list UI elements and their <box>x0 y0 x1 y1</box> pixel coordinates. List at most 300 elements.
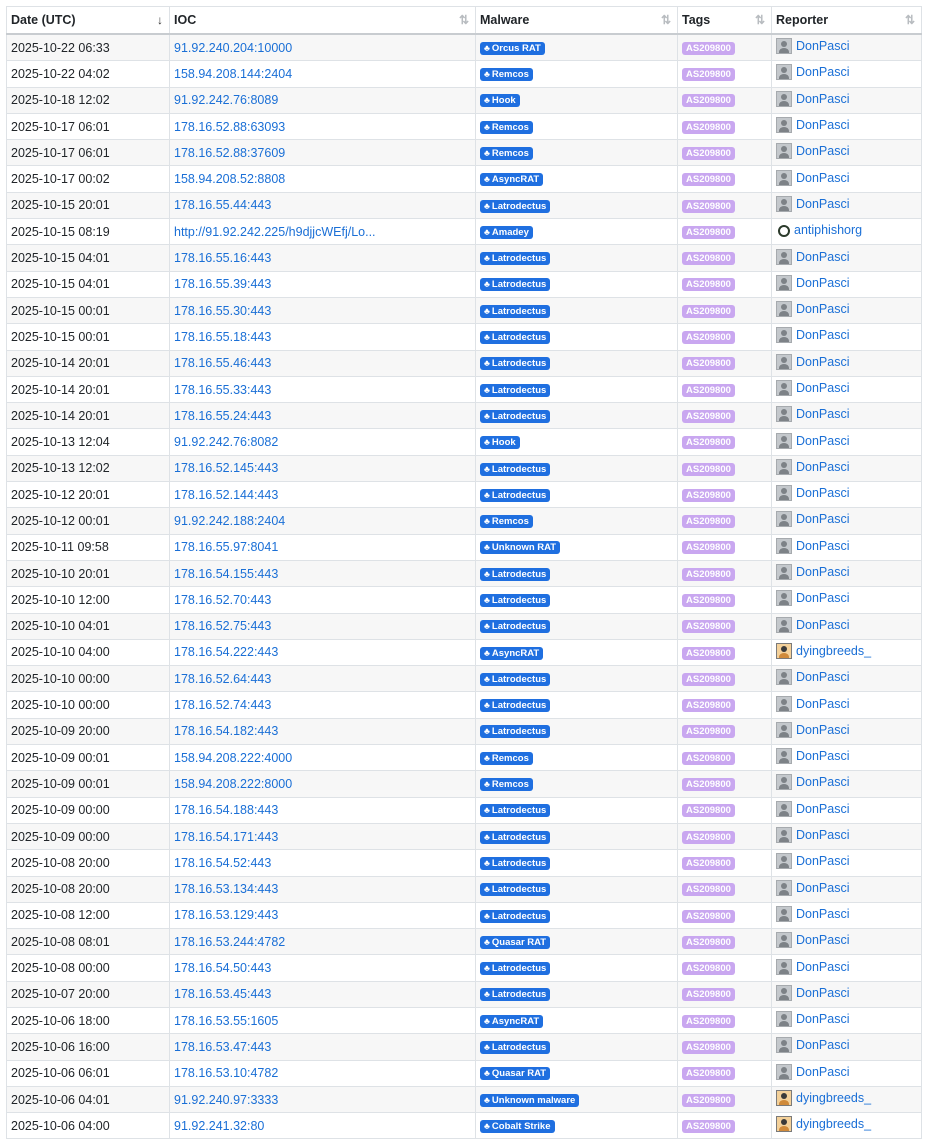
malware-badge[interactable] <box>480 436 520 449</box>
malware-badge[interactable] <box>480 42 545 55</box>
ioc-link[interactable]: 178.16.55.16:443 <box>174 251 272 266</box>
malware-badge[interactable] <box>480 647 543 660</box>
ioc-link[interactable]: 178.16.52.88:37609 <box>174 145 286 160</box>
tag-badge[interactable]: AS209800 <box>682 94 735 107</box>
malware-badge[interactable] <box>480 857 550 870</box>
table-row[interactable] <box>7 902 922 928</box>
ioc-link[interactable]: 178.16.55.97:8041 <box>174 540 279 555</box>
date-text: 2025-10-06 04:01 <box>11 1092 110 1107</box>
tag-badge[interactable]: AS209800 <box>682 962 735 975</box>
reporter-cell <box>772 1007 922 1033</box>
ioc-cell <box>170 245 476 271</box>
malware-badge[interactable] <box>480 147 533 160</box>
reporter-link[interactable]: DonPasci <box>796 118 850 133</box>
ioc-link[interactable]: 178.16.53.244:4782 <box>174 934 286 949</box>
reporter-cell <box>772 797 922 823</box>
ioc-link[interactable]: 178.16.53.55:1605 <box>174 1013 279 1028</box>
table-row[interactable] <box>7 219 922 245</box>
ioc-link[interactable]: 91.92.242.76:8082 <box>174 435 279 450</box>
table-row[interactable] <box>7 718 922 744</box>
tag-badge[interactable]: AS209800 <box>682 594 735 607</box>
malware-badge-label: Remcos <box>491 752 529 764</box>
tag-badge[interactable]: AS209800 <box>682 252 735 265</box>
table-row[interactable] <box>7 350 922 376</box>
tag-badge[interactable]: AS209800 <box>682 699 735 712</box>
reporter-link[interactable]: DonPasci <box>796 249 850 264</box>
tag-badge[interactable]: AS209800 <box>682 515 735 528</box>
reporter-link[interactable]: DonPasci <box>796 565 850 580</box>
malware-badge[interactable] <box>480 699 550 712</box>
tag-badge[interactable]: AS209800 <box>682 910 735 923</box>
tag-badge[interactable]: AS209800 <box>682 305 735 318</box>
table-row[interactable] <box>7 771 922 797</box>
malware-badge[interactable] <box>480 673 550 686</box>
ioc-link[interactable]: 178.16.55.30:443 <box>174 303 272 318</box>
malware-cell <box>476 850 678 876</box>
malware-badge-label: Latrodectus <box>491 332 547 344</box>
malware-badge-label: Latrodectus <box>491 279 547 291</box>
tag-badge[interactable]: AS209800 <box>682 357 735 370</box>
ioc-cell <box>170 34 476 61</box>
reporter-cell <box>772 850 922 876</box>
tag-badge[interactable]: AS209800 <box>682 410 735 423</box>
reporter-link[interactable]: DonPasci <box>796 407 850 422</box>
malware-badge[interactable] <box>480 725 550 738</box>
table-row[interactable] <box>7 534 922 560</box>
sort-up-down-icon[interactable]: ⇅ <box>660 13 671 27</box>
table-row[interactable] <box>7 692 922 718</box>
reporter-link[interactable]: DonPasci <box>796 854 850 869</box>
avatar-icon <box>776 880 792 896</box>
table-row[interactable] <box>7 324 922 350</box>
malware-badge[interactable] <box>480 121 533 134</box>
malware-badge[interactable] <box>480 620 550 633</box>
table-row[interactable] <box>7 376 922 402</box>
ioc-link[interactable]: 178.16.55.39:443 <box>174 277 272 292</box>
reporter-link[interactable]: DonPasci <box>796 538 850 553</box>
table-row[interactable] <box>7 113 922 139</box>
date-text: 2025-10-10 00:00 <box>11 671 110 686</box>
reporter-link[interactable]: DonPasci <box>796 433 850 448</box>
avatar-icon <box>776 538 792 554</box>
table-row[interactable] <box>7 192 922 218</box>
ioc-link[interactable]: 178.16.54.222:443 <box>174 645 279 660</box>
date-cell <box>7 902 170 928</box>
malware-badge-label: Latrodectus <box>491 726 547 738</box>
tag-badge[interactable]: AS209800 <box>682 936 735 949</box>
ioc-link[interactable]: 178.16.55.33:443 <box>174 382 272 397</box>
tag-badge[interactable]: AS209800 <box>682 1015 735 1028</box>
ioc-link[interactable]: 91.92.242.188:2404 <box>174 513 286 528</box>
ioc-link[interactable]: 178.16.54.182:443 <box>174 724 279 739</box>
tag-badge[interactable]: AS209800 <box>682 988 735 1001</box>
tag-badge[interactable]: AS209800 <box>682 200 735 213</box>
table-row[interactable] <box>7 560 922 586</box>
tag-badge[interactable]: AS209800 <box>682 489 735 502</box>
ioc-link[interactable]: 178.16.54.155:443 <box>174 566 279 581</box>
sort-up-down-icon[interactable]: ⇅ <box>754 13 765 27</box>
tag-badge[interactable]: AS209800 <box>682 725 735 738</box>
reporter-link[interactable]: DonPasci <box>796 328 850 343</box>
column-header-label: Date (UTC) <box>11 13 76 27</box>
date-text: 2025-10-06 18:00 <box>11 1013 110 1028</box>
tag-badge[interactable]: AS209800 <box>682 541 735 554</box>
malware-badge[interactable] <box>480 831 550 844</box>
date-text: 2025-10-14 20:01 <box>11 408 110 423</box>
bug-icon: ♣ <box>484 936 490 947</box>
reporter-link[interactable]: DonPasci <box>796 775 850 790</box>
malware-badge[interactable] <box>480 278 550 291</box>
date-text: 2025-10-18 12:02 <box>11 93 110 108</box>
column-header-reporter[interactable] <box>772 7 922 35</box>
tag-badge[interactable]: AS209800 <box>682 147 735 160</box>
ioc-link[interactable]: 178.16.53.134:443 <box>174 882 279 897</box>
malware-cell <box>476 955 678 981</box>
reporter-link[interactable]: DonPasci <box>796 91 850 106</box>
tag-badge[interactable]: AS209800 <box>682 1041 735 1054</box>
date-cell <box>7 823 170 849</box>
tags-cell <box>678 113 772 139</box>
tag-badge[interactable]: AS209800 <box>682 778 735 791</box>
table-row[interactable] <box>7 429 922 455</box>
malware-badge[interactable] <box>480 910 550 923</box>
ioc-link[interactable]: 178.16.52.88:63093 <box>174 119 286 134</box>
ioc-cell <box>170 166 476 192</box>
ioc-link[interactable]: 91.92.242.76:8089 <box>174 93 279 108</box>
malware-badge[interactable] <box>480 357 550 370</box>
reporter-link[interactable]: dyingbreeds_ <box>796 1091 872 1106</box>
tags-cell <box>678 140 772 166</box>
sort-down-arrow-icon[interactable]: ↓ <box>157 13 163 27</box>
bug-icon: ♣ <box>484 200 490 211</box>
table-row[interactable] <box>7 1113 922 1139</box>
tag-badge[interactable]: AS209800 <box>682 42 735 55</box>
malware-cell <box>476 534 678 560</box>
malware-badge-label: Latrodectus <box>491 200 547 212</box>
malware-cell <box>476 271 678 297</box>
malware-cell <box>476 1034 678 1060</box>
reporter-link[interactable]: DonPasci <box>796 381 850 395</box>
reporter-link[interactable]: DonPasci <box>796 959 850 974</box>
date-text: 2025-10-15 00:01 <box>11 303 110 318</box>
table-row[interactable] <box>7 34 922 61</box>
ioc-cell <box>170 955 476 981</box>
table-row[interactable] <box>7 666 922 692</box>
reporter-link[interactable]: DonPasci <box>796 170 850 185</box>
ioc-link[interactable]: 178.16.55.18:443 <box>174 329 272 344</box>
tags-cell <box>678 534 772 560</box>
table-row[interactable] <box>7 1007 922 1033</box>
malware-badge[interactable] <box>480 252 550 265</box>
reporter-link[interactable]: DonPasci <box>796 591 850 606</box>
malware-badge[interactable] <box>480 226 533 239</box>
date-cell <box>7 666 170 692</box>
ioc-link[interactable]: 178.16.53.10:4782 <box>174 1066 279 1081</box>
table-row[interactable] <box>7 482 922 508</box>
malware-badge[interactable] <box>480 936 550 949</box>
malware-badge[interactable] <box>480 305 550 318</box>
tag-badge[interactable]: AS209800 <box>682 673 735 686</box>
table-row[interactable] <box>7 981 922 1007</box>
tag-badge[interactable]: AS209800 <box>682 121 735 134</box>
date-cell <box>7 297 170 323</box>
ioc-link[interactable]: 178.16.54.188:443 <box>174 803 279 818</box>
ioc-link[interactable]: 158.94.208.222:4000 <box>174 750 293 765</box>
bug-icon: ♣ <box>484 463 490 474</box>
tag-badge[interactable]: AS209800 <box>682 331 735 344</box>
reporter-link[interactable]: DonPasci <box>796 144 850 159</box>
malware-badge[interactable] <box>480 962 550 975</box>
malware-badge[interactable] <box>480 752 533 765</box>
date-text: 2025-10-09 00:00 <box>11 829 110 844</box>
bug-icon: ♣ <box>484 647 490 658</box>
avatar-icon <box>776 669 792 685</box>
date-cell <box>7 429 170 455</box>
reporter-link[interactable]: DonPasci <box>796 39 850 54</box>
avatar-icon <box>776 117 792 133</box>
malware-badge-label: Latrodectus <box>491 910 547 922</box>
table-body <box>7 34 922 1139</box>
malware-cell <box>476 61 678 87</box>
malware-badge[interactable] <box>480 1120 555 1133</box>
ioc-link[interactable]: 178.16.52.145:443 <box>174 461 279 476</box>
ioc-link[interactable]: 178.16.55.24:443 <box>174 408 272 423</box>
tag-badge[interactable]: AS209800 <box>682 857 735 870</box>
reporter-link[interactable]: DonPasci <box>796 722 850 737</box>
tag-badge[interactable]: AS209800 <box>682 804 735 817</box>
reporter-cell <box>772 692 922 718</box>
tags-cell <box>678 1086 772 1112</box>
malware-badge[interactable] <box>480 489 550 502</box>
tag-badge[interactable]: AS209800 <box>682 620 735 633</box>
malware-badge[interactable] <box>480 541 560 554</box>
malware-badge[interactable] <box>480 68 533 81</box>
reporter-link[interactable]: DonPasci <box>796 1064 850 1079</box>
ioc-link[interactable]: 178.16.52.70:443 <box>174 592 272 607</box>
table-row[interactable] <box>7 455 922 481</box>
malware-cell <box>476 297 678 323</box>
ioc-link[interactable]: 178.16.54.50:443 <box>174 961 272 976</box>
ioc-link[interactable]: 178.16.55.44:443 <box>174 198 272 213</box>
reporter-link[interactable]: DonPasci <box>796 196 850 211</box>
reporter-link[interactable]: DonPasci <box>796 65 850 80</box>
malware-badge[interactable] <box>480 778 533 791</box>
malware-badge[interactable] <box>480 1094 579 1107</box>
reporter-link[interactable]: DonPasci <box>796 801 850 816</box>
malware-badge[interactable] <box>480 594 550 607</box>
table-row[interactable] <box>7 245 922 271</box>
table-row[interactable] <box>7 508 922 534</box>
table-row[interactable] <box>7 166 922 192</box>
reporter-link[interactable]: DonPasci <box>796 1038 850 1053</box>
ioc-link[interactable]: 91.92.241.32:80 <box>174 1118 265 1133</box>
tag-badge[interactable]: AS209800 <box>682 1094 735 1107</box>
malware-badge-label: Latrodectus <box>491 989 547 1001</box>
reporter-link[interactable]: DonPasci <box>796 459 850 474</box>
malware-badge-label: Orcus RAT <box>491 42 541 54</box>
table-row[interactable] <box>7 587 922 613</box>
tags-cell <box>678 166 772 192</box>
table-row[interactable] <box>7 140 922 166</box>
table-row[interactable] <box>7 850 922 876</box>
malware-badge[interactable] <box>480 988 550 1001</box>
reporter-link[interactable]: DonPasci <box>796 670 850 685</box>
ioc-link[interactable]: 91.92.240.97:3333 <box>174 1092 279 1107</box>
ioc-link[interactable]: 158.94.208.52:8808 <box>174 172 286 187</box>
tag-badge[interactable]: AS209800 <box>682 568 735 581</box>
tag-badge[interactable]: AS209800 <box>682 1120 735 1133</box>
ioc-cell <box>170 692 476 718</box>
bug-icon: ♣ <box>484 489 490 500</box>
ioc-cell <box>170 666 476 692</box>
date-text: 2025-10-14 20:01 <box>11 382 110 397</box>
reporter-link[interactable]: DonPasci <box>796 486 850 501</box>
tags-cell <box>678 87 772 113</box>
tag-badge[interactable]: AS209800 <box>682 384 735 397</box>
date-text: 2025-10-08 08:01 <box>11 934 110 949</box>
ioc-link[interactable]: 158.94.208.144:2404 <box>174 66 293 81</box>
ioc-link[interactable]: 158.94.208.222:8000 <box>174 776 293 791</box>
table-row[interactable] <box>7 613 922 639</box>
malware-badge[interactable] <box>480 515 533 528</box>
tag-badge[interactable]: AS209800 <box>682 463 735 476</box>
reporter-cell <box>772 876 922 902</box>
reporter-link[interactable]: DonPasci <box>796 617 850 632</box>
reporter-link[interactable]: DonPasci <box>796 512 850 527</box>
ioc-link[interactable]: 178.16.52.75:443 <box>174 619 272 634</box>
malware-badge[interactable] <box>480 410 550 423</box>
table-row[interactable] <box>7 639 922 665</box>
malware-badge-label: Latrodectus <box>491 857 547 869</box>
reporter-link[interactable]: DonPasci <box>796 880 850 895</box>
tag-badge[interactable]: AS209800 <box>682 1067 735 1080</box>
reporter-link[interactable]: DonPasci <box>796 933 850 948</box>
table-row[interactable] <box>7 797 922 823</box>
table-row[interactable] <box>7 87 922 113</box>
malware-badge[interactable] <box>480 568 550 581</box>
reporter-link[interactable]: DonPasci <box>796 906 850 921</box>
bug-icon: ♣ <box>484 857 490 868</box>
ioc-link[interactable]: 178.16.55.46:443 <box>174 356 272 371</box>
date-text: 2025-10-09 00:00 <box>11 803 110 818</box>
table-row[interactable] <box>7 61 922 87</box>
malware-badge[interactable] <box>480 1067 550 1080</box>
column-header-ioc[interactable] <box>170 7 476 35</box>
column-header-malware[interactable] <box>476 7 678 35</box>
bug-icon: ♣ <box>484 147 490 158</box>
malware-badge[interactable] <box>480 94 520 107</box>
table-row[interactable] <box>7 823 922 849</box>
tags-cell <box>678 1034 772 1060</box>
ioc-cell <box>170 192 476 218</box>
reporter-link[interactable]: dyingbreeds_ <box>796 643 872 658</box>
ioc-link[interactable]: http://91.92.242.225/h9djjcWEfj/Lo... <box>174 224 376 239</box>
malware-badge[interactable] <box>480 883 550 896</box>
reporter-link[interactable]: DonPasci <box>796 696 850 711</box>
tag-badge[interactable]: AS209800 <box>682 831 735 844</box>
ioc-link[interactable]: 178.16.52.64:443 <box>174 671 272 686</box>
table-row[interactable] <box>7 1060 922 1086</box>
column-header-date[interactable] <box>7 7 170 35</box>
table-row[interactable] <box>7 876 922 902</box>
malware-badge[interactable] <box>480 1041 550 1054</box>
reporter-link[interactable]: DonPasci <box>796 985 850 1000</box>
table-row[interactable] <box>7 1086 922 1112</box>
reporter-link[interactable]: DonPasci <box>796 1012 850 1027</box>
bug-icon: ♣ <box>484 332 490 343</box>
ioc-link[interactable]: 178.16.52.144:443 <box>174 487 279 502</box>
malware-cell <box>476 324 678 350</box>
ioc-link[interactable]: 178.16.53.47:443 <box>174 1039 272 1054</box>
tag-badge[interactable]: AS209800 <box>682 226 735 239</box>
ioc-link[interactable]: 178.16.53.129:443 <box>174 908 279 923</box>
bug-icon: ♣ <box>484 884 490 895</box>
tags-cell <box>678 245 772 271</box>
tag-badge[interactable]: AS209800 <box>682 68 735 81</box>
malware-badge[interactable] <box>480 173 543 186</box>
tag-badge[interactable]: AS209800 <box>682 752 735 765</box>
table-row[interactable] <box>7 1034 922 1060</box>
reporter-link[interactable]: antiphishorg <box>794 223 863 238</box>
ioc-link[interactable]: 178.16.53.45:443 <box>174 987 272 1002</box>
ioc-link[interactable]: 178.16.54.171:443 <box>174 829 279 844</box>
reporter-link[interactable]: DonPasci <box>796 354 850 369</box>
ioc-cell <box>170 482 476 508</box>
date-text: 2025-10-10 20:01 <box>11 566 110 581</box>
ioc-link[interactable]: 91.92.240.204:10000 <box>174 40 293 55</box>
malware-badge[interactable] <box>480 200 550 213</box>
tag-badge[interactable]: AS209800 <box>682 173 735 186</box>
column-header-tags[interactable] <box>678 7 772 35</box>
sort-up-down-icon[interactable]: ⇅ <box>458 13 469 27</box>
date-text: 2025-10-09 20:00 <box>11 724 110 739</box>
tag-badge[interactable]: AS209800 <box>682 647 735 660</box>
ioc-cell <box>170 113 476 139</box>
table-row[interactable] <box>7 929 922 955</box>
reporter-link[interactable]: dyingbreeds_ <box>796 1117 872 1132</box>
tag-badge[interactable]: AS209800 <box>682 436 735 449</box>
reporter-link[interactable]: DonPasci <box>796 302 850 317</box>
ioc-link[interactable]: 178.16.54.52:443 <box>174 855 272 870</box>
ioc-link[interactable]: 178.16.52.74:443 <box>174 698 272 713</box>
malware-badge[interactable] <box>480 331 550 344</box>
table-row[interactable] <box>7 955 922 981</box>
date-text: 2025-10-13 12:04 <box>11 435 110 450</box>
avatar-icon <box>776 196 792 212</box>
ioc-cell <box>170 639 476 665</box>
malware-badge-label: Latrodectus <box>491 700 547 712</box>
malware-badge[interactable] <box>480 1015 543 1028</box>
table-row[interactable] <box>7 271 922 297</box>
malware-badge[interactable] <box>480 384 550 397</box>
reporter-link[interactable]: DonPasci <box>796 749 850 764</box>
malware-badge[interactable] <box>480 463 550 476</box>
table-row[interactable] <box>7 403 922 429</box>
sort-up-down-icon[interactable]: ⇅ <box>904 13 915 27</box>
table-row[interactable] <box>7 297 922 323</box>
ioc-cell <box>170 219 476 245</box>
date-text: 2025-10-10 04:01 <box>11 619 110 634</box>
tag-badge[interactable]: AS209800 <box>682 883 735 896</box>
tags-cell <box>678 692 772 718</box>
tag-badge[interactable]: AS209800 <box>682 278 735 291</box>
table-row[interactable] <box>7 745 922 771</box>
malware-badge[interactable] <box>480 804 550 817</box>
reporter-link[interactable]: DonPasci <box>796 275 850 290</box>
reporter-cell <box>772 1113 922 1139</box>
reporter-link[interactable]: DonPasci <box>796 828 850 843</box>
malware-cell <box>476 745 678 771</box>
